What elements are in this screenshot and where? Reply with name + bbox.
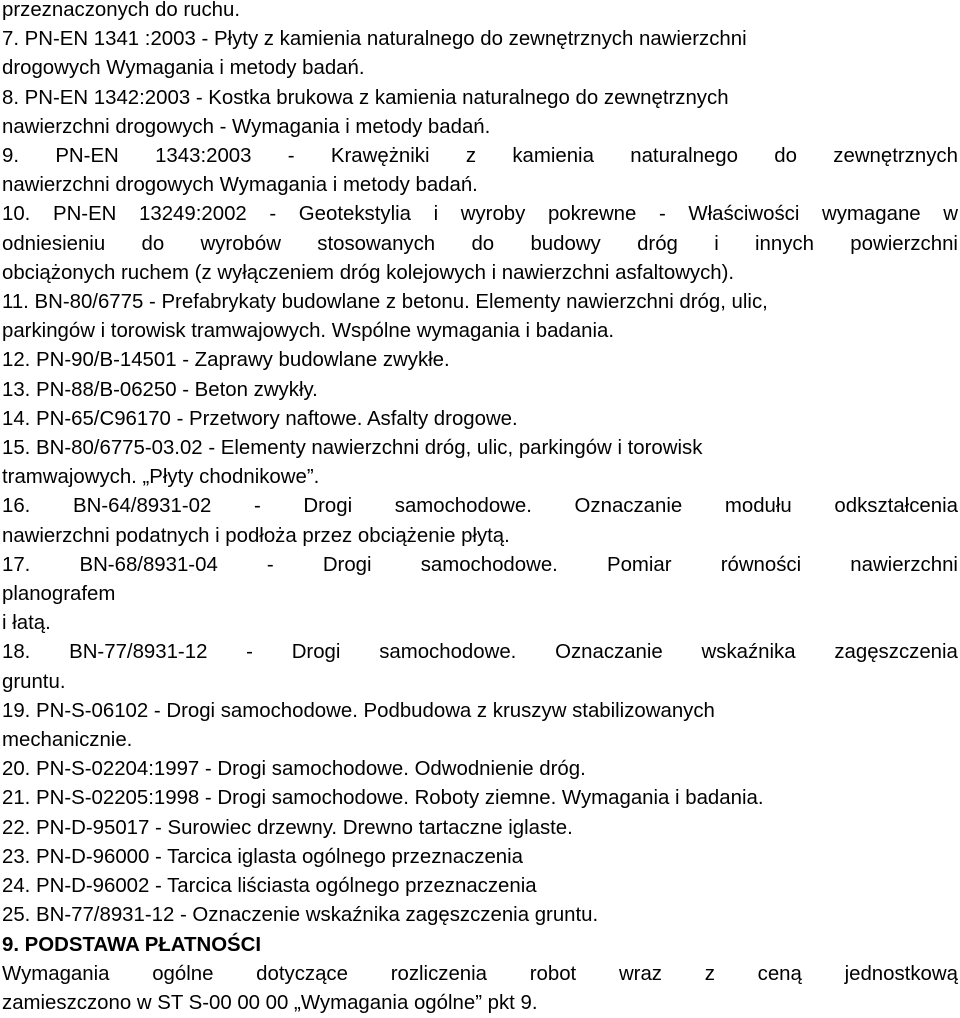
- word: Drogi: [291, 641, 341, 664]
- word: naturalnego: [630, 145, 738, 168]
- text-line: parkingów i torowisk tramwajowych. Wspólne wymagania i badania.: [2, 320, 614, 343]
- word: do: [471, 232, 495, 255]
- word: Oznaczanie: [574, 495, 683, 518]
- word: 18.: [2, 641, 31, 664]
- text-line: 8. PN-EN 1342:2003 - Kostka brukowa z kamienia naturalnego do zewnętrznych: [2, 86, 729, 109]
- word: -: [269, 203, 277, 226]
- text-line: mechanicznie.: [2, 729, 133, 752]
- text-line: 15. BN-80/6775-03.02 - Elementy nawierzchni dróg, ulic, parkingów i torowisk: [2, 437, 703, 460]
- text-line: [2, 638, 958, 667]
- text-line: nawierzchni drogowych - Wymagania i metody badań.: [2, 115, 491, 138]
- word: wyrobów: [200, 232, 281, 255]
- text-line: [2, 142, 958, 171]
- word: do: [141, 232, 165, 255]
- word: innych: [755, 232, 814, 255]
- word: z: [465, 145, 477, 168]
- text-line: [2, 551, 958, 580]
- word: 17.: [2, 553, 31, 576]
- word: jednostkową: [844, 962, 958, 985]
- text-line: 19. PN-S-06102 - Drogi samochodowe. Podbudowa z kruszyw stabilizowanych: [2, 699, 715, 722]
- word: PN-EN: [52, 203, 117, 226]
- word: z: [704, 962, 715, 985]
- word: -: [253, 495, 261, 518]
- word: BN-77/8931-12: [69, 641, 208, 664]
- word: dotyczące: [256, 962, 348, 985]
- word: wskaźnika: [701, 641, 796, 664]
- word: Krawężniki: [330, 145, 430, 168]
- text-line: 24. PN-D-96002 - Tarcica liściasta ogólnego przeznaczenia: [2, 875, 537, 898]
- word: wraz: [618, 962, 662, 985]
- text-line: [2, 960, 958, 989]
- word: odniesieniu: [2, 232, 106, 255]
- word: budowy: [530, 232, 601, 255]
- word: zewnętrznych: [833, 145, 958, 168]
- word: zagęszczenia: [834, 641, 958, 664]
- word: wyroby: [460, 203, 526, 226]
- text-line: 23. PN-D-96000 - Tarcica iglasta ogólnego przeznaczenia: [2, 845, 524, 868]
- word: Drogi: [303, 495, 353, 518]
- word: powierzchni: [850, 232, 958, 255]
- word: BN-68/8931-04: [79, 553, 218, 576]
- word: Drogi: [322, 553, 372, 576]
- text-line: 12. PN-90/B-14501 - Zaprawy budowlane zwykłe.: [2, 349, 450, 372]
- text-line: zamieszczono w ST S-00 00 00 „Wymagania ogólne” pkt 9.: [2, 991, 538, 1014]
- word: Wymagania: [2, 962, 110, 985]
- word: 16.: [2, 495, 31, 518]
- word: -: [266, 553, 274, 576]
- word: modułu: [724, 495, 792, 518]
- word: samochodowe.: [420, 553, 558, 576]
- text-line: nawierzchni podatnych i podłoża przez obciążenie płytą.: [2, 524, 510, 547]
- text-line: 11. BN-80/6775 - Prefabrykaty budowlane z betonu. Elementy nawierzchni dróg, ulic,: [2, 291, 768, 314]
- word: nawierzchni: [850, 553, 958, 576]
- text-line: obciążonych ruchem (z wyłączeniem dróg kolejowych i nawierzchni asfaltowych).: [2, 261, 735, 284]
- text-line: 25. BN-77/8931-12 - Oznaczenie wskaźnika zagęszczenia gruntu.: [2, 904, 599, 927]
- text-line: 22. PN-D-95017 - Surowiec drzewny. Drewno tartaczne iglaste.: [2, 816, 573, 839]
- word: do: [774, 145, 797, 168]
- word: 9.: [2, 145, 20, 168]
- word: rozliczenia: [390, 962, 488, 985]
- word: PN-EN: [55, 145, 119, 168]
- text-line: [2, 200, 958, 229]
- word: BN-64/8931-02: [73, 495, 212, 518]
- word: kamienia: [512, 145, 594, 168]
- word: wymagane: [822, 203, 921, 226]
- text-line: gruntu.: [2, 670, 66, 693]
- word: stosowanych: [317, 232, 436, 255]
- word: i: [714, 232, 719, 255]
- word: ogólne: [152, 962, 214, 985]
- word: Geotekstylia: [298, 203, 411, 226]
- word: -: [658, 203, 666, 226]
- word: dróg: [637, 232, 678, 255]
- closing-paragraph: [2, 960, 958, 1018]
- text-line: i łatą.: [2, 612, 51, 635]
- text-line: planografem: [2, 583, 116, 606]
- section-heading: 9. PODSTAWA PŁATNOŚCI: [2, 933, 262, 956]
- word: Pomiar: [606, 553, 672, 576]
- text-line: [2, 492, 958, 521]
- standards-list: [2, 0, 958, 931]
- word: pokrewne: [547, 203, 637, 226]
- word: odkształcenia: [834, 495, 958, 518]
- word: -: [246, 641, 253, 664]
- word: w: [943, 203, 958, 226]
- word: samochodowe.: [379, 641, 517, 664]
- word: -: [287, 145, 295, 168]
- word: samochodowe.: [394, 495, 532, 518]
- text-line: przeznaczonych do ruchu.: [2, 0, 241, 21]
- word: i: [433, 203, 439, 226]
- word: Właściwości: [688, 203, 800, 226]
- text-line: nawierzchni drogowych Wymagania i metody badań.: [2, 174, 478, 197]
- word: 13249:2002: [139, 203, 247, 226]
- text-line: 7. PN-EN 1341 :2003 - Płyty z kamienia naturalnego do zewnętrznych nawierzchni: [2, 28, 747, 51]
- word: 10.: [2, 203, 31, 226]
- word: ceną: [757, 962, 802, 985]
- text-line: 13. PN-88/B-06250 - Beton zwykły.: [2, 378, 318, 401]
- text-line: 14. PN-65/C96170 - Przetwory naftowe. Asfalty drogowe.: [2, 407, 518, 430]
- word: Oznaczanie: [555, 641, 663, 664]
- word: równości: [720, 553, 802, 576]
- text-line: 20. PN-S-02204:1997 - Drogi samochodowe. Odwodnienie dróg.: [2, 758, 586, 781]
- text-line: 21. PN-S-02205:1998 - Drogi samochodowe. Roboty ziemne. Wymagania i badania.: [2, 787, 764, 810]
- text-line: tramwajowych. „Płyty chodnikowe”.: [2, 466, 320, 489]
- word: robot: [529, 962, 577, 985]
- text-line: [2, 230, 958, 259]
- word: 1343:2003: [155, 145, 252, 168]
- text-line: drogowych Wymagania i metody badań.: [2, 57, 365, 80]
